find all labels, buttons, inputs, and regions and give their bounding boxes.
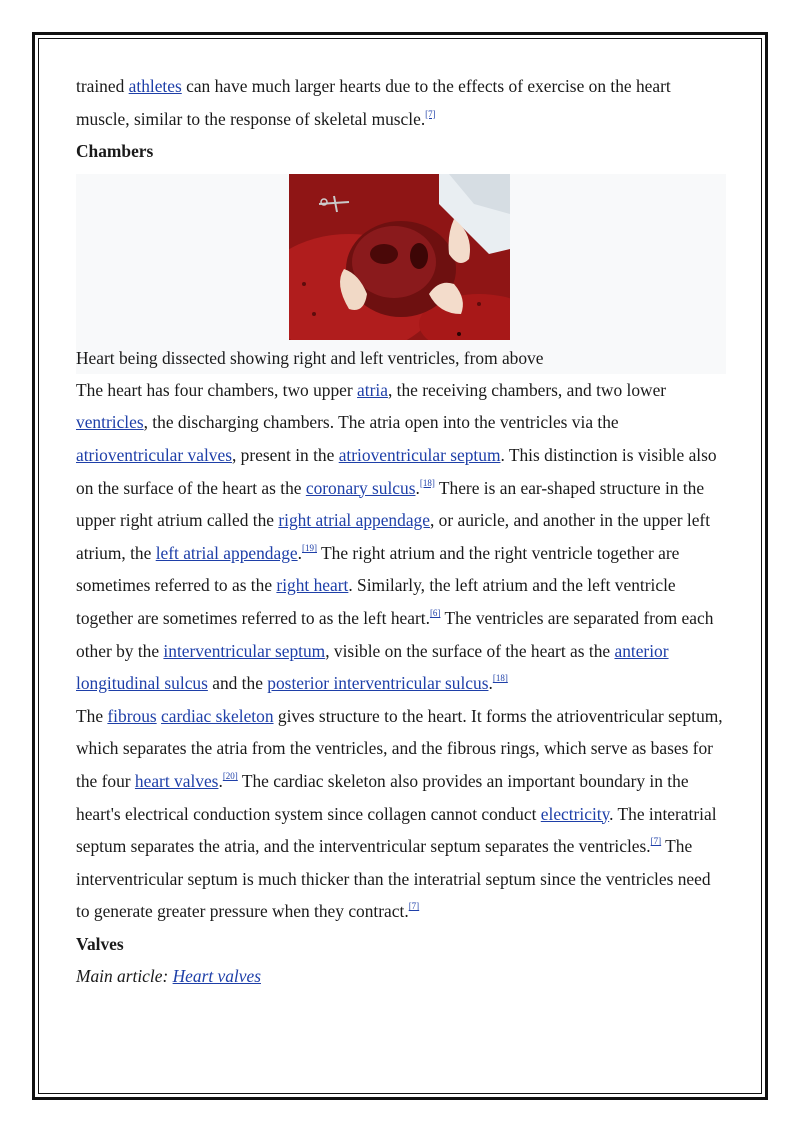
- link-heart-valves[interactable]: heart valves: [134, 770, 219, 791]
- citation-7[interactable]: [7]: [650, 836, 662, 847]
- main-article-label: Main article:: [76, 966, 173, 987]
- link-electricity[interactable]: electricity: [540, 803, 610, 824]
- text: The right atrium and the right ventricle together are sometimes referred to as the: [76, 542, 680, 596]
- citation-18[interactable]: [18]: [492, 673, 508, 684]
- link-right-atrial-appendage[interactable]: right atrial appendage: [278, 510, 430, 531]
- link-fibrous[interactable]: fibrous: [107, 705, 157, 726]
- text: , the receiving chambers, and two lower: [387, 379, 667, 400]
- link-interventricular-septum[interactable]: interventricular septum: [163, 640, 326, 661]
- link-heart-valves-main[interactable]: Heart valves: [172, 966, 261, 987]
- text: . This distinction is visible also on the surface of the heart as the: [76, 444, 717, 498]
- link-athletes[interactable]: athletes: [128, 76, 182, 96]
- figure-heart-dissection: [76, 174, 726, 374]
- link-coronary-sulcus[interactable]: coronary sulcus: [305, 477, 416, 498]
- text: , the discharging chambers. The atria open into the ventricles via the: [143, 412, 619, 433]
- text: The: [76, 705, 108, 726]
- text: The interventricular septum is much thicker than the interatrial septum since the ventricles need to generate greater pressure when they contract.: [76, 836, 711, 922]
- link-ventricles[interactable]: ventricles: [76, 412, 144, 433]
- text: . The interatrial septum separates the atria, and the interventricular septum separates the ventricles.: [76, 803, 717, 857]
- link-left-atrial-appendage[interactable]: left atrial appendage: [155, 542, 298, 563]
- section-heading-chambers: Chambers: [76, 141, 154, 162]
- text: .: [297, 542, 302, 563]
- citation-7[interactable]: [7]: [425, 108, 436, 119]
- text: can have much larger hearts due to the effects of exercise on the heart muscle, similar to the response of skeletal muscle.: [76, 76, 671, 129]
- link-anterior-longitudinal-sulcus[interactable]: anterior longitudinal sulcus: [76, 640, 669, 694]
- heart-dissection-photo: [289, 174, 510, 340]
- figure-caption: Heart being dissected showing right and left ventricles, from above: [76, 347, 544, 368]
- citation-19[interactable]: [19]: [302, 542, 317, 553]
- text: .: [488, 673, 493, 694]
- chambers-paragraph-1: [76, 374, 726, 700]
- text: , or auricle, and another in the upper left atrium, the: [76, 510, 711, 563]
- intro-paragraph: [76, 70, 726, 135]
- text: .: [415, 477, 420, 498]
- chambers-paragraph-2: [76, 700, 726, 928]
- section-heading-valves: Valves: [76, 933, 124, 954]
- text: gives structure to the heart. It forms the atrioventricular septum, which separates the atria from the ventricles, and the fibrous rings, which serve as bases for the four: [76, 705, 723, 791]
- citation-6[interactable]: [6]: [429, 607, 441, 618]
- text: , present in the: [231, 444, 339, 465]
- text: and the: [207, 673, 268, 694]
- text: The heart has four chambers, two upper: [76, 379, 358, 400]
- main-article-note: [76, 960, 726, 993]
- link-right-heart[interactable]: right heart: [276, 575, 349, 596]
- link-atrioventricular-valves[interactable]: atrioventricular valves: [76, 444, 232, 465]
- citation-20[interactable]: [20]: [222, 770, 238, 781]
- text: There is an ear-shaped structure in the upper right atrium called the: [76, 477, 705, 531]
- text: . Similarly, the left atrium and the left ventricle together are sometimes referred to as the left heart.: [76, 575, 676, 628]
- text: The cardiac skeleton also provides an important boundary in the heart's electrical conduction system since collagen cannot conduct: [76, 770, 689, 824]
- text: , visible on the surface of the heart as the: [325, 640, 615, 661]
- link-atrioventricular-septum[interactable]: atrioventricular septum: [338, 444, 501, 465]
- citation-7[interactable]: [7]: [408, 901, 420, 912]
- text: trained: [76, 76, 129, 96]
- link-posterior-interventricular-sulcus[interactable]: posterior interventricular sulcus: [267, 673, 489, 694]
- text: .: [218, 770, 223, 791]
- text: The ventricles are separated from each other by the: [76, 607, 714, 661]
- link-atria[interactable]: atria: [357, 379, 388, 400]
- citation-18[interactable]: [18]: [419, 477, 435, 488]
- article-content: [76, 70, 726, 993]
- link-cardiac-skeleton[interactable]: cardiac skeleton: [161, 705, 274, 726]
